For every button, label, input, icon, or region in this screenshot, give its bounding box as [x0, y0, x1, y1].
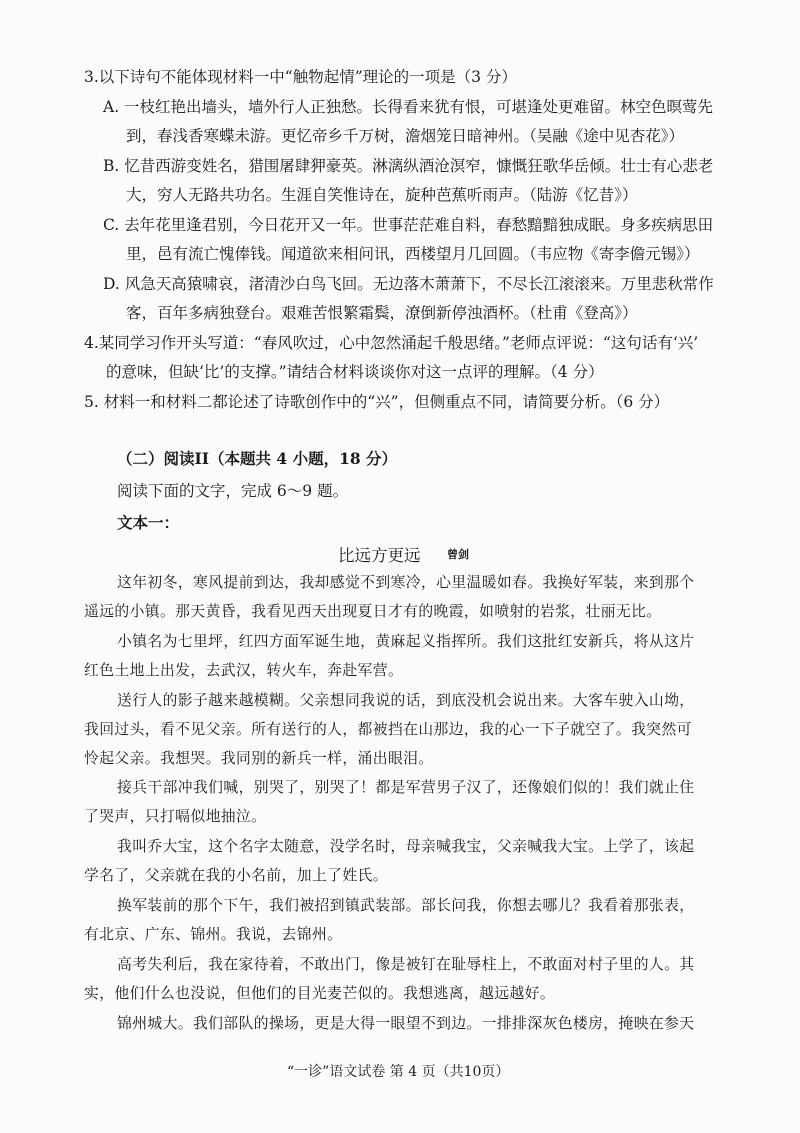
question-3-option-d-line1: D. 风急天高猿啸哀，渚清沙白鸟飞回。无边落木萧萧下，不尽长江滚滚来。万里悲秋常作 [103, 275, 714, 293]
paragraph-3-line1: 送行人的影子越来越模糊。父亲想同我说的话，到底没机会说出来。大客车驶入山坳， [117, 692, 695, 709]
paragraph-7-line2: 实，他们什么也没说，但他们的目光麦芒似的。我想逃离，越远越好。 [84, 985, 556, 1002]
paragraph-5-line2: 学名了，父亲就在我的小名前，加上了姓氏。 [84, 867, 388, 884]
paragraph-6-line2: 有北京、广东、锦州。我说，去锦州。 [84, 926, 343, 943]
question-3-option-d-line2: 客，百年多病独登台。艰难苦恨繁霜鬓，潦倒新停浊酒杯。（杜甫《登高》） [126, 304, 638, 322]
section-2-instruction: 阅读下面的文字，完成 6～9 题。 [117, 482, 349, 500]
paragraph-1-line2: 遥远的小镇。那天黄昏，我看见西天出现夏日才有的晚霞，如喷射的岩浆，壮丽无比。 [84, 603, 662, 620]
text-one-label: 文本一： [117, 513, 180, 532]
paragraph-1-line1: 这年初冬，寒风提前到达，我却感觉不到寒冷，心里温暖如春。我换好军装，来到那个 [117, 574, 695, 591]
question-5: 5. 材料一和材料二都论述了诗歌创作中的“兴”，但侧重点不同，请简要分析。（6 分） [84, 393, 670, 411]
paragraph-3-line2: 我回过头，看不见父亲。所有送行的人，都被挡在山那边，我的心一下子就空了。我突然可 [84, 721, 692, 738]
paragraph-4-line2: 了哭声，只打嗝似地抽泣。 [84, 808, 267, 825]
paragraph-5-line1: 我叫乔大宝，这个名字太随意，没学名时，母亲喊我宝，父亲喊我大宝。上学了，该起 [117, 838, 695, 855]
paragraph-3-line3: 怜起父亲。我想哭。我同别的新兵一样，涌出眼泪。 [84, 750, 434, 767]
paragraph-4-line1: 接兵干部冲我们喊，别哭了，别哭了！都是军营男子汉了，还像娘们似的！我们就止住 [117, 779, 695, 796]
paragraph-2-line2: 红色土地上出发，去武汉，转火车，奔赴军营。 [84, 662, 404, 679]
question-3-stem: 3.以下诗句不能体现材料一中“触物起情”理论的一项是（3 分） [84, 68, 517, 86]
question-3-option-a-line1: A. 一枝红艳出墙头，墙外行人正独愁。长得看来犹有恨，可堪逢处更难留。林空色暝莺先 [103, 98, 714, 116]
question-3-option-a-line2: 到，春浅香寒蝶未游。更忆帝乡千万树，澹烟笼日暗神州。（吴融《途中见杏花》） [126, 127, 685, 145]
paragraph-6-line1: 换军装前的那个下午，我们被招到镇武装部。部长问我，你想去哪儿？我看着那张表， [117, 897, 695, 914]
question-4-line1: 4.某同学习作开头写道：“春风吹过，心中忽然涌起千般思绪。”老师点评说：“这句话有‘兴’ [84, 334, 699, 352]
question-3-option-b-line2: 大，穷人无路共功名。生涯自笑惟诗在，旋种芭蕉听雨声。（陆游《忆昔》） [126, 186, 638, 204]
page-footer: “一诊”语文试卷 第 4 页（共10页） [287, 1064, 510, 1080]
story-author: 曾剑 [447, 548, 469, 561]
paragraph-7-line1: 高考失利后，我在家待着，不敢出门，像是被钉在耻辱柱上，不敢面对村子里的人。其 [117, 956, 695, 973]
paragraph-2-line1: 小镇名为七里坪，红四方面军诞生地，黄麻起义指挥所。我们这批红安新兵，将从这片 [117, 633, 695, 650]
story-title: 比远方更远 [338, 546, 421, 565]
question-4-line2: 的意味，但缺‘比’的支撑。”请结合材料谈谈你对这一点评的理解。（4 分） [106, 363, 604, 381]
section-2-title: （二）阅读II（本题共 4 小题，18 分） [117, 449, 398, 468]
question-3-option-c-line2: 里，邑有流亡愧俸钱。闻道欲来相问讯，西楼望月几回圆。（韦应物《寄李儋元锡》） [126, 245, 700, 263]
paragraph-8-line1: 锦州城大。我们部队的操场，更是大得一眼望不到边。一排排深灰色楼房，掩映在参天 [117, 1015, 695, 1032]
question-3-option-c-line1: C. 去年花里逢君别，今日花开又一年。世事茫茫难自料，春愁黯黯独成眠。身多疾病思田 [103, 216, 714, 234]
question-3-option-b-line1: B. 忆昔西游变姓名，猎围屠肆狎豪英。淋漓纵酒沧溟窄，慷慨狂歌华岳倾。壮士有心悲老 [103, 157, 714, 175]
